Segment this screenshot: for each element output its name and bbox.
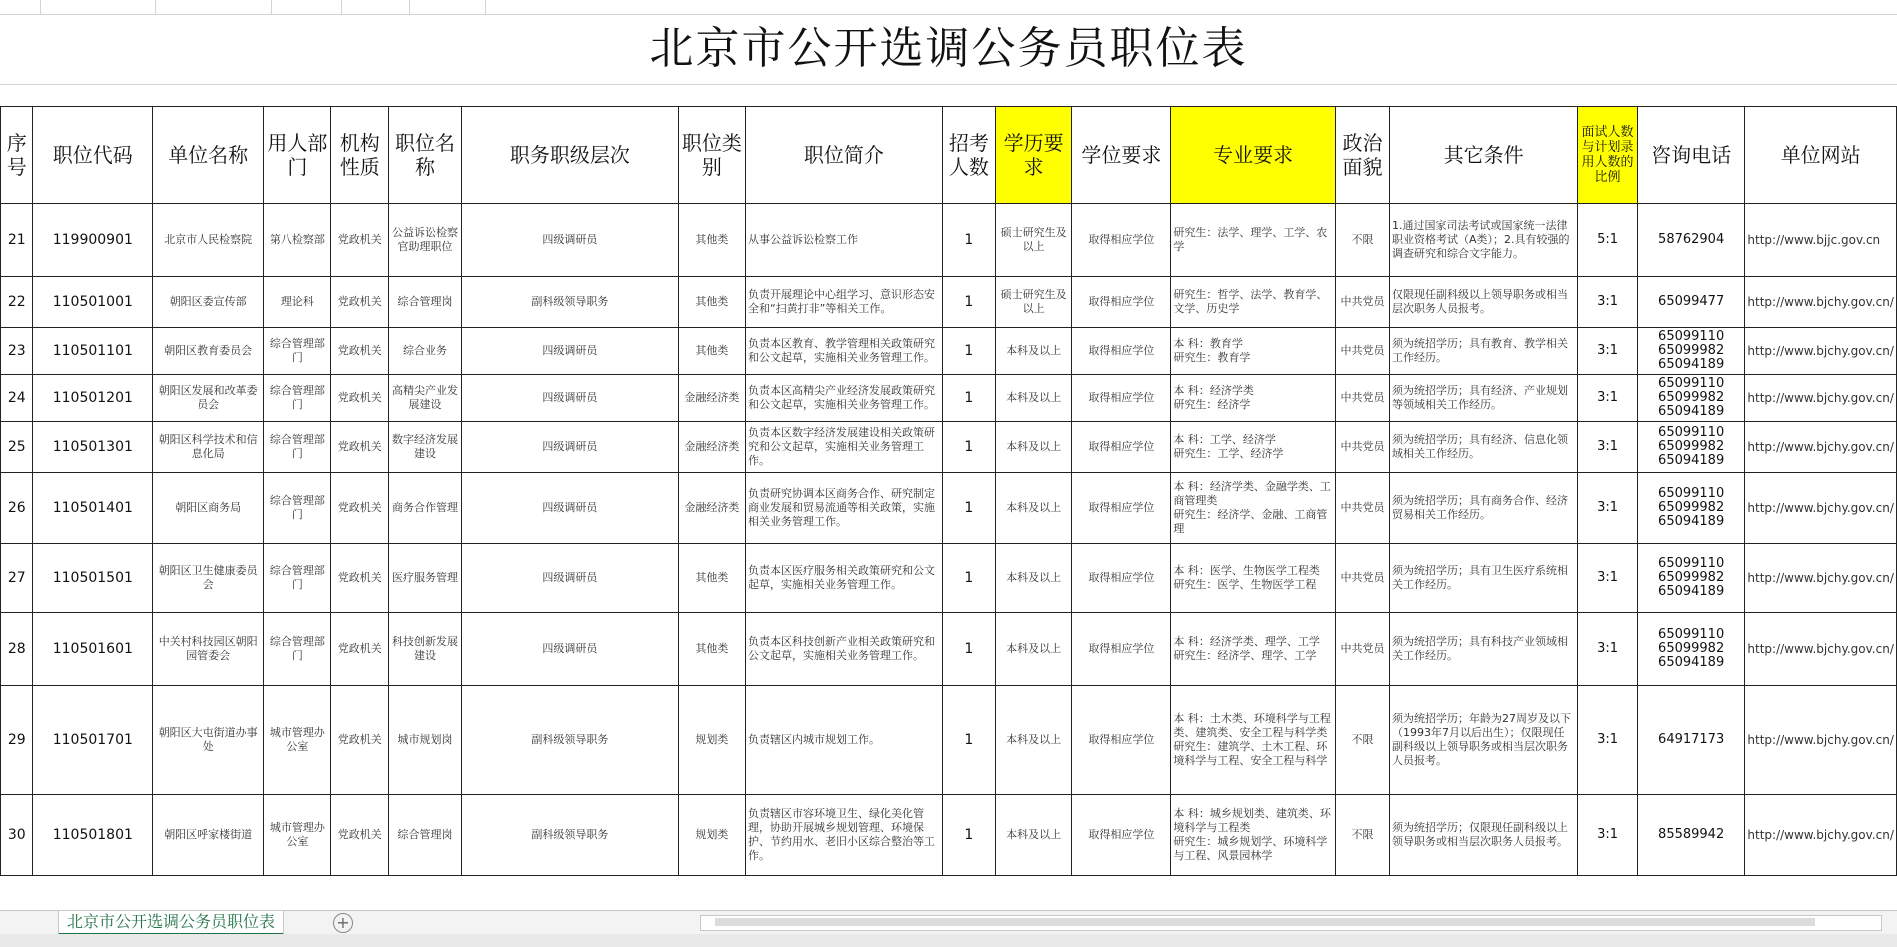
table-cell[interactable]: 其他类 (678, 328, 745, 375)
table-cell[interactable]: 1 (942, 277, 995, 328)
table-cell[interactable]: http://www.bjchy.gov.cn/ (1745, 613, 1897, 686)
table-row (1, 544, 1897, 613)
table-cell[interactable]: 本科及以上 (995, 613, 1071, 686)
table-cell[interactable]: 3:1 (1578, 328, 1638, 375)
table-cell[interactable]: 1 (942, 328, 995, 375)
table-cell[interactable]: http://www.bjchy.gov.cn/ (1745, 375, 1897, 422)
table-cell[interactable]: 硕士研究生及以上 (995, 277, 1071, 328)
table-cell[interactable]: http://www.bjchy.gov.cn/ (1745, 473, 1897, 544)
status-bar (0, 934, 1897, 947)
table-cell[interactable]: 朝阳区委宣传部 (153, 277, 264, 328)
table-cell[interactable]: 须为统招学历；具有经济、信息化领域相关工作经历。 (1389, 422, 1577, 473)
header-cell[interactable]: 其它条件 (1389, 107, 1577, 204)
table-cell[interactable]: 取得相应学位 (1072, 544, 1171, 613)
header-cell[interactable]: 职位名称 (389, 107, 462, 204)
table-cell[interactable]: 3:1 (1578, 277, 1638, 328)
table-cell[interactable]: 64917173 (1637, 686, 1745, 795)
table-cell[interactable]: 综合管理部门 (264, 544, 331, 613)
table-cell[interactable]: http://www.bjchy.gov.cn/ (1745, 686, 1897, 795)
table-cell[interactable]: 取得相应学位 (1072, 422, 1171, 473)
add-sheet-icon[interactable]: + (333, 913, 353, 933)
table-cell[interactable]: 四级调研员 (461, 328, 678, 375)
table-cell[interactable]: 科技创新发展建设 (389, 613, 462, 686)
table-cell[interactable]: 110501501 (33, 544, 153, 613)
table-cell[interactable]: 1 (942, 613, 995, 686)
table-cell[interactable]: 65099110 65099982 65094189 (1637, 375, 1745, 422)
table-cell[interactable]: 党政机关 (331, 422, 389, 473)
table-cell[interactable]: 负责本区医疗服务相关政策研究和公文起草，实施相关业务管理工作。 (745, 544, 942, 613)
table-cell[interactable]: 取得相应学位 (1072, 204, 1171, 277)
table-cell[interactable]: 本 科：经济学类、理学、工学 研究生：经济学、理学、工学 (1171, 613, 1336, 686)
table-cell[interactable]: 党政机关 (331, 686, 389, 795)
table-cell[interactable]: 5:1 (1578, 204, 1638, 277)
table-cell[interactable]: 综合管理岗 (389, 277, 462, 328)
table-cell[interactable]: 23 (1, 328, 33, 375)
blank-row (0, 84, 1897, 108)
header-cell[interactable]: 用人部门 (264, 107, 331, 204)
table-cell[interactable]: 1 (942, 375, 995, 422)
table-cell[interactable]: 本科及以上 (995, 795, 1071, 876)
table-cell[interactable]: 党政机关 (331, 473, 389, 544)
table-cell[interactable]: 从事公益诉讼检察工作 (745, 204, 942, 277)
table-cell[interactable]: 综合管理部门 (264, 613, 331, 686)
table-cell[interactable]: 党政机关 (331, 204, 389, 277)
table-cell[interactable]: 中共党员 (1335, 473, 1389, 544)
table-cell[interactable]: 其他类 (678, 544, 745, 613)
table-cell[interactable]: 取得相应学位 (1072, 613, 1171, 686)
header-cell[interactable]: 序号 (1, 107, 33, 204)
table-cell[interactable]: 综合管理岗 (389, 795, 462, 876)
table-cell[interactable]: 公益诉讼检察官助理职位 (389, 204, 462, 277)
table-cell[interactable]: 本科及以上 (995, 544, 1071, 613)
table-cell[interactable]: 党政机关 (331, 544, 389, 613)
table-cell[interactable]: 取得相应学位 (1072, 686, 1171, 795)
table-cell[interactable]: 取得相应学位 (1072, 795, 1171, 876)
table-row (1, 277, 1897, 328)
table-cell[interactable]: 北京市人民检察院 (153, 204, 264, 277)
table-cell[interactable]: 综合业务 (389, 328, 462, 375)
table-cell[interactable]: 24 (1, 375, 33, 422)
table-cell[interactable]: 30 (1, 795, 33, 876)
table-cell[interactable]: 110501201 (33, 375, 153, 422)
header-cell[interactable]: 单位网站 (1745, 107, 1897, 204)
table-cell[interactable]: 须为统招学历；具有卫生医疗系统相关工作经历。 (1389, 544, 1577, 613)
table-cell[interactable]: 须为统招学历；具有商务合作、经济贸易相关工作经历。 (1389, 473, 1577, 544)
table-cell[interactable]: 110501101 (33, 328, 153, 375)
table-cell[interactable]: 65099110 65099982 65094189 (1637, 422, 1745, 473)
table-cell[interactable]: 其他类 (678, 204, 745, 277)
table-cell[interactable]: 本 科：工学、经济学 研究生：工学、经济学 (1171, 422, 1336, 473)
header-cell[interactable]: 单位名称 (153, 107, 264, 204)
table-cell[interactable]: 取得相应学位 (1072, 375, 1171, 422)
header-cell-highlighted[interactable]: 面试人数与计划录用人数的比例 (1578, 107, 1638, 204)
table-cell[interactable]: http://www.bjjc.gov.cn (1745, 204, 1897, 277)
table-cell[interactable]: 党政机关 (331, 795, 389, 876)
table-cell[interactable]: 本科及以上 (995, 473, 1071, 544)
table-cell[interactable]: 综合管理部门 (264, 473, 331, 544)
table-cell[interactable]: 65099110 65099982 65094189 (1637, 328, 1745, 375)
table-cell[interactable]: 医疗服务管理 (389, 544, 462, 613)
table-cell[interactable]: 不限 (1335, 795, 1389, 876)
table-cell[interactable]: 中共党员 (1335, 328, 1389, 375)
table-cell[interactable]: 110501401 (33, 473, 153, 544)
table-cell[interactable]: 党政机关 (331, 613, 389, 686)
table-cell[interactable]: 朝阳区商务局 (153, 473, 264, 544)
table-cell[interactable]: 110501701 (33, 686, 153, 795)
table-cell[interactable]: 朝阳区教育委员会 (153, 328, 264, 375)
table-cell[interactable]: 1 (942, 473, 995, 544)
table-cell[interactable]: 负责辖区内城市规划工作。 (745, 686, 942, 795)
sheet-tab[interactable]: 北京市公开选调公务员职位表 (58, 911, 284, 935)
table-cell[interactable]: 负责本区科技创新产业相关政策研究和公文起草，实施相关业务管理工作。 (745, 613, 942, 686)
table-cell[interactable]: 110501601 (33, 613, 153, 686)
table-cell[interactable]: 29 (1, 686, 33, 795)
table-cell[interactable]: 负责开展理论中心组学习、意识形态安全和“扫黄打非”等相关工作。 (745, 277, 942, 328)
table-cell[interactable]: 理论科 (264, 277, 331, 328)
table-cell[interactable]: 中共党员 (1335, 544, 1389, 613)
table-cell[interactable]: 22 (1, 277, 33, 328)
header-cell[interactable]: 职位简介 (745, 107, 942, 204)
table-cell[interactable]: 3:1 (1578, 795, 1638, 876)
table-cell[interactable]: 不限 (1335, 204, 1389, 277)
table-cell[interactable]: 综合管理部门 (264, 422, 331, 473)
table-cell[interactable]: 规划类 (678, 686, 745, 795)
table-cell[interactable]: 本 科：土木类、环境科学与工程类、建筑类、安全工程与科学类 研究生：建筑学、土木工程、环境科学与工程、安全工程与科学 (1171, 686, 1336, 795)
table-cell[interactable]: 21 (1, 204, 33, 277)
header-cell-highlighted[interactable]: 专业要求 (1171, 107, 1336, 204)
table-cell[interactable]: 28 (1, 613, 33, 686)
table-cell[interactable]: 须为统招学历；仅限现任副科级以上领导职务或相当层次职务人员报考。 (1389, 795, 1577, 876)
table-cell[interactable]: 城市管理办公室 (264, 795, 331, 876)
table-cell[interactable]: 副科级领导职务 (461, 795, 678, 876)
table-cell[interactable]: 四级调研员 (461, 422, 678, 473)
table-cell[interactable]: 研究生：哲学、法学、教育学、文学、历史学 (1171, 277, 1336, 328)
table-cell[interactable]: 负责研究协调本区商务合作、研究制定商业发展和贸易流通等相关政策，实施相关业务管理工作。 (745, 473, 942, 544)
table-cell[interactable]: 高精尖产业发展建设 (389, 375, 462, 422)
table-cell[interactable]: 须为统招学历；年龄为27周岁及以下（1993年7月以后出生）；仅限现任副科级以上领导职务或相当层次职务人员报考。 (1389, 686, 1577, 795)
table-cell[interactable]: 3:1 (1578, 613, 1638, 686)
table-cell[interactable]: 商务合作管理 (389, 473, 462, 544)
horizontal-scrollbar[interactable] (700, 915, 1882, 931)
sheet-tab-bar (0, 910, 1897, 935)
table-cell[interactable]: 朝阳区卫生健康委员会 (153, 544, 264, 613)
table-cell[interactable]: 综合管理部门 (264, 328, 331, 375)
table-row (1, 204, 1897, 277)
table-cell[interactable]: 研究生：法学、理学、工学、农学 (1171, 204, 1336, 277)
table-cell[interactable]: 本科及以上 (995, 686, 1071, 795)
table-cell[interactable]: 65099477 (1637, 277, 1745, 328)
table-cell[interactable]: 其他类 (678, 277, 745, 328)
table-cell[interactable]: 119900901 (33, 204, 153, 277)
table-cell[interactable]: 须为统招学历；具有教育、教学相关工作经历。 (1389, 328, 1577, 375)
table-cell[interactable]: 四级调研员 (461, 375, 678, 422)
table-cell[interactable]: 朝阳区科学技术和信息化局 (153, 422, 264, 473)
table-cell[interactable]: 中关村科技园区朝阳园管委会 (153, 613, 264, 686)
table-row (1, 422, 1897, 473)
table-cell[interactable]: 1 (942, 544, 995, 613)
table-cell[interactable]: 本 科：经济学类、金融学类、工商管理类 研究生：经济学、金融、工商管理 (1171, 473, 1336, 544)
table-cell[interactable]: http://www.bjchy.gov.cn/ (1745, 328, 1897, 375)
table-cell[interactable]: 1.通过国家司法考试或国家统一法律职业资格考试（A类）；2.具有较强的调查研究和综合文字能力。 (1389, 204, 1577, 277)
table-cell[interactable]: 65099110 65099982 65094189 (1637, 613, 1745, 686)
table-cell[interactable]: 朝阳区呼家楼街道 (153, 795, 264, 876)
table-row (1, 328, 1897, 375)
table-cell[interactable]: 本 科：教育学 研究生：教育学 (1171, 328, 1336, 375)
table-cell[interactable]: 综合管理部门 (264, 375, 331, 422)
table-cell[interactable]: 65099110 65099982 65094189 (1637, 473, 1745, 544)
header-cell[interactable]: 招考人数 (942, 107, 995, 204)
sheet-title: 北京市公开选调公务员职位表 (649, 23, 1248, 74)
table-cell[interactable]: 城市规划岗 (389, 686, 462, 795)
table-cell[interactable]: 1 (942, 795, 995, 876)
table-cell[interactable]: 取得相应学位 (1072, 473, 1171, 544)
table-cell[interactable]: 规划类 (678, 795, 745, 876)
header-cell-highlighted[interactable]: 学历要求 (995, 107, 1071, 204)
table-cell[interactable]: 四级调研员 (461, 204, 678, 277)
table-row (1, 473, 1897, 544)
position-table (0, 106, 1897, 876)
table-cell[interactable]: 仅限现任副科级以上领导职务或相当层次职务人员报考。 (1389, 277, 1577, 328)
table-cell[interactable]: 本 科：经济学类 研究生：经济学 (1171, 375, 1336, 422)
table-cell[interactable]: 负责本区高精尖产业经济发展政策研究和公文起草，实施相关业务管理工作。 (745, 375, 942, 422)
table-cell[interactable]: 党政机关 (331, 375, 389, 422)
table-cell[interactable]: http://www.bjchy.gov.cn/ (1745, 544, 1897, 613)
table-cell[interactable]: 本科及以上 (995, 422, 1071, 473)
table-cell[interactable]: 负责本区数字经济发展建设相关政策研究和公文起草，实施相关业务管理工作。 (745, 422, 942, 473)
table-cell[interactable]: 1 (942, 422, 995, 473)
top-empty-row (0, 0, 1897, 15)
table-cell[interactable]: 3:1 (1578, 686, 1638, 795)
table-cell[interactable]: 金融经济类 (678, 473, 745, 544)
table-cell[interactable]: 中共党员 (1335, 277, 1389, 328)
table-cell[interactable]: 25 (1, 422, 33, 473)
table-cell[interactable]: 65099110 65099982 65094189 (1637, 544, 1745, 613)
table-cell[interactable]: 数字经济发展建设 (389, 422, 462, 473)
table-cell[interactable]: 本科及以上 (995, 328, 1071, 375)
table-cell[interactable]: http://www.bjchy.gov.cn/ (1745, 795, 1897, 876)
table-cell[interactable]: 金融经济类 (678, 375, 745, 422)
table-cell[interactable]: http://www.bjchy.gov.cn/ (1745, 277, 1897, 328)
scrollbar-thumb[interactable] (715, 918, 1815, 926)
table-cell[interactable]: 党政机关 (331, 277, 389, 328)
table-cell[interactable]: 四级调研员 (461, 613, 678, 686)
table-cell[interactable]: 取得相应学位 (1072, 277, 1171, 328)
header-cell[interactable]: 职务职级层次 (461, 107, 678, 204)
table-cell[interactable]: 1 (942, 204, 995, 277)
table-cell[interactable]: 负责辖区市容环境卫生、绿化美化管理，协助开展城乡规划管理、环境保护、节约用水、老旧小区综合整治等工作。 (745, 795, 942, 876)
table-cell[interactable]: 27 (1, 544, 33, 613)
table-cell[interactable]: http://www.bjchy.gov.cn/ (1745, 422, 1897, 473)
table-cell[interactable]: 不限 (1335, 686, 1389, 795)
table-cell[interactable]: 城市管理办公室 (264, 686, 331, 795)
table-cell[interactable]: 本科及以上 (995, 375, 1071, 422)
table-cell[interactable]: 党政机关 (331, 328, 389, 375)
table-cell[interactable]: 其他类 (678, 613, 745, 686)
table-cell[interactable]: 取得相应学位 (1072, 328, 1171, 375)
table-cell[interactable]: 3:1 (1578, 422, 1638, 473)
table-cell[interactable]: 须为统招学历；具有科技产业领域相关工作经历。 (1389, 613, 1577, 686)
table-cell[interactable]: 58762904 (1637, 204, 1745, 277)
table-cell[interactable]: 副科级领导职务 (461, 277, 678, 328)
table-row (1, 375, 1897, 422)
header-cell[interactable]: 学位要求 (1072, 107, 1171, 204)
header-cell[interactable]: 政治面貌 (1335, 107, 1389, 204)
table-cell[interactable]: 中共党员 (1335, 613, 1389, 686)
table-cell[interactable]: 中共党员 (1335, 422, 1389, 473)
header-cell[interactable]: 职位类别 (678, 107, 745, 204)
table-cell[interactable]: 中共党员 (1335, 375, 1389, 422)
table-cell[interactable]: 110501301 (33, 422, 153, 473)
header-cell[interactable]: 咨询电话 (1637, 107, 1745, 204)
table-cell[interactable]: 85589942 (1637, 795, 1745, 876)
table-row (1, 613, 1897, 686)
header-row (1, 107, 1897, 204)
table-cell[interactable]: 110501001 (33, 277, 153, 328)
table-cell[interactable]: 26 (1, 473, 33, 544)
table-cell[interactable]: 四级调研员 (461, 544, 678, 613)
table-cell[interactable]: 朝阳区大屯街道办事处 (153, 686, 264, 795)
table-cell[interactable]: 本 科：医学、生物医学工程类 研究生：医学、生物医学工程 (1171, 544, 1336, 613)
table-cell[interactable]: 本 科：城乡规划类、建筑类、环境科学与工程类 研究生：城乡规划学、环境科学与工程、风景园林学 (1171, 795, 1336, 876)
table-cell[interactable]: 朝阳区发展和改革委员会 (153, 375, 264, 422)
table-cell[interactable]: 3:1 (1578, 375, 1638, 422)
table-cell[interactable]: 110501801 (33, 795, 153, 876)
table-row (1, 686, 1897, 795)
table-cell[interactable]: 3:1 (1578, 544, 1638, 613)
table-cell[interactable]: 3:1 (1578, 473, 1638, 544)
table-cell[interactable]: 须为统招学历；具有经济、产业规划等领域相关工作经历。 (1389, 375, 1577, 422)
table-cell[interactable]: 1 (942, 686, 995, 795)
table-cell[interactable]: 四级调研员 (461, 473, 678, 544)
table-cell[interactable]: 副科级领导职务 (461, 686, 678, 795)
table-cell[interactable]: 负责本区教育、教学管理相关政策研究和公文起草，实施相关业务管理工作。 (745, 328, 942, 375)
table-row (1, 795, 1897, 876)
table-cell[interactable]: 硕士研究生及以上 (995, 204, 1071, 277)
table-cell[interactable]: 第八检察部 (264, 204, 331, 277)
table-cell[interactable]: 金融经济类 (678, 422, 745, 473)
header-cell[interactable]: 职位代码 (33, 107, 153, 204)
header-cell[interactable]: 机构性质 (331, 107, 389, 204)
